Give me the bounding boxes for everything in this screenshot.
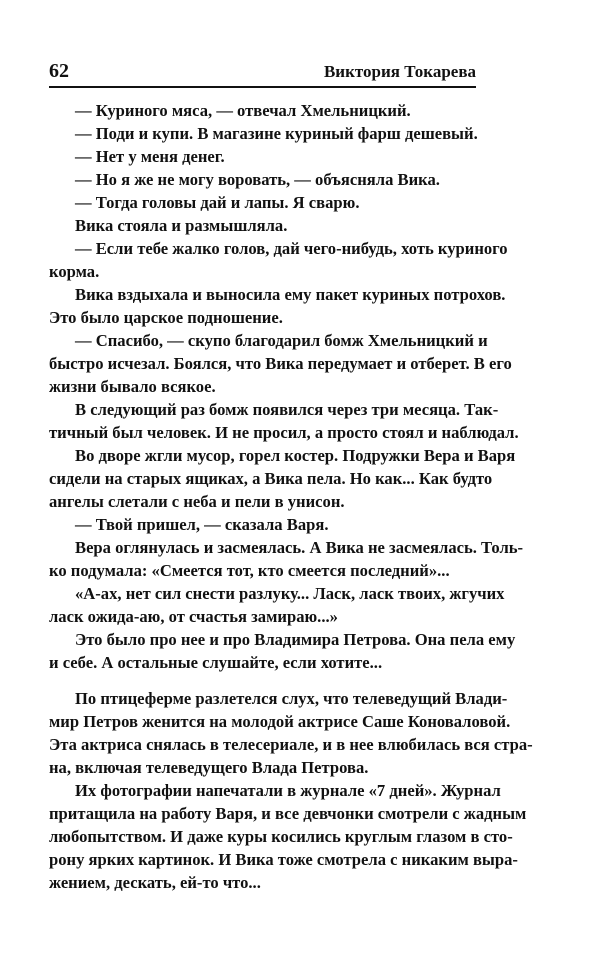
paragraph [49, 145, 476, 168]
text-line: Вика вздыхала и выносила ему пакет куриных потрохов. [75, 285, 506, 304]
text-line: ласк ожида-аю, от счастья замираю...» [49, 607, 338, 626]
text-line: сидели на старых ящиках, а Вика пела. Но как... Как будто [49, 469, 493, 488]
paragraph [49, 283, 506, 329]
text-line: тичный был человек. И не просил, а просто стоял и наблюдал. [49, 423, 519, 442]
paragraph [49, 628, 516, 674]
page-body [49, 99, 533, 894]
text-line: — Тогда головы дай и лапы. Я сварю. [75, 193, 360, 212]
paragraph [49, 122, 476, 145]
paragraph [49, 536, 524, 582]
paragraph [49, 398, 519, 444]
text-line: — Поди и купи. В магазине куриный фарш дешевый. [75, 124, 478, 143]
text-line: мир Петров женится на молодой актрисе Саше Коноваловой. [49, 712, 511, 731]
paragraph [49, 214, 476, 237]
text-line: ангелы слетали с неба и пели в унисон. [49, 492, 345, 511]
text-line: рону ярких картинок. И Вика тоже смотрела с никаким выра- [49, 850, 518, 869]
text-line: Их фотографии напечатали в журнале «7 дней». Журнал [75, 781, 501, 800]
text-line: По птицеферме разлетелся слух, что телеведущий Влади- [75, 689, 508, 708]
paragraph [49, 444, 516, 513]
text-line: — Если тебе жалко голов, дай чего-нибудь, хоть куриного [75, 239, 508, 258]
text-section [49, 99, 524, 674]
paragraph [49, 237, 508, 283]
paragraph [49, 168, 476, 191]
text-line: Во дворе жгли мусор, горел костер. Подружки Вера и Варя [75, 446, 516, 465]
text-line: Вера оглянулась и засмеялась. А Вика не засмеялась. Толь- [75, 538, 524, 557]
text-line: — Но я же не могу воровать, — объясняла Вика. [75, 170, 440, 189]
text-line: Эта актриса снялась в телесериале, и в нее влюбилась вся стра- [49, 735, 533, 754]
text-line: на, включая телеведущего Влада Петрова. [49, 758, 369, 777]
paragraph [49, 329, 512, 398]
paragraph [49, 513, 476, 536]
paragraph [49, 99, 476, 122]
text-line: — Нет у меня денег. [75, 147, 225, 166]
text-line: «А-ах, нет сил снести разлуку... Ласк, ласк твоих, жгучих [75, 584, 505, 603]
text-line: В следующий раз бомж появился через три месяца. Так- [75, 400, 499, 419]
text-line: Это было царское подношение. [49, 308, 283, 327]
text-line: любопытством. И даже куры косились круглым глазом в сто- [49, 827, 513, 846]
text-line: быстро исчезал. Боялся, что Вика передумает и отберет. В его [49, 354, 512, 373]
paragraph [49, 582, 505, 628]
header-rule [49, 86, 476, 88]
text-line: Вика стояла и размышляла. [75, 216, 288, 235]
text-line: и себе. А остальные слушайте, если хотите... [49, 653, 383, 672]
page-number: 62 [49, 60, 69, 82]
running-header [49, 60, 476, 86]
text-line: притащила на работу Варя, и все девчонки смотрели с жадным [49, 804, 527, 823]
paragraph [49, 687, 533, 779]
text-line: — Спасибо, — скупо благодарил бомж Хмельницкий и [75, 331, 488, 350]
text-line: корма. [49, 262, 100, 281]
text-line: — Твой пришел, — сказала Варя. [75, 515, 329, 534]
text-line: — Куриного мяса, — отвечал Хмельницкий. [75, 101, 411, 120]
text-line: жизни бывало всякое. [49, 377, 216, 396]
text-line: Это было про нее и про Владимира Петрова. Она пела ему [75, 630, 516, 649]
paragraph [49, 191, 476, 214]
text-line: ко подумала: «Смеется тот, кто смеется последний»... [49, 561, 450, 580]
running-header-author: Виктория Токарева [323, 62, 476, 81]
paragraph [49, 779, 527, 894]
text-section [49, 687, 533, 894]
text-line: жением, дескать, ей-то что... [49, 873, 261, 892]
